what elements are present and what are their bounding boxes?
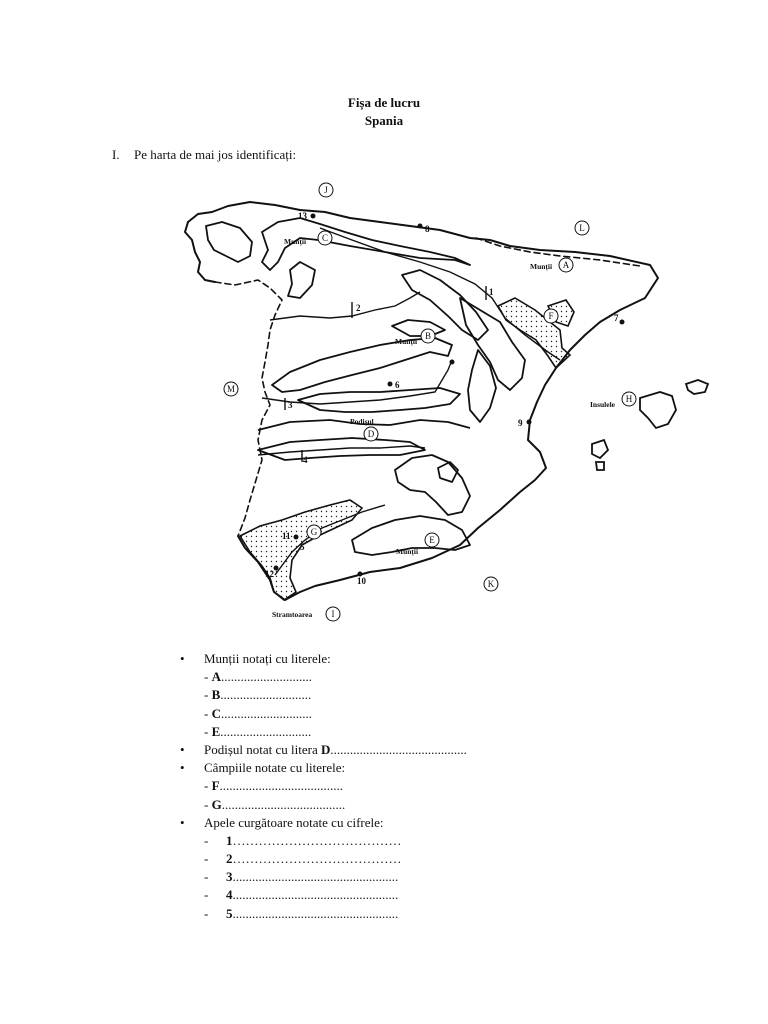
- label-stramtoarea: Stramtoarea: [272, 610, 313, 619]
- city-13-dot: [311, 214, 316, 219]
- label-A: A: [562, 260, 570, 270]
- label-I: I: [331, 609, 335, 619]
- answer-row-C[interactable]: - C............................: [204, 705, 312, 721]
- city-8-dot: [418, 224, 423, 229]
- answer-row-A[interactable]: - A............................: [204, 669, 312, 685]
- island-ibiza: [592, 440, 608, 458]
- worksheet-title: Fișa de lucru: [347, 95, 421, 110]
- num-2: 2: [356, 303, 361, 313]
- section-number: I.: [112, 147, 120, 162]
- question-list: [180, 650, 660, 923]
- label-L: L: [579, 223, 585, 233]
- label-muntii-b: Munții: [395, 337, 418, 346]
- num-7: 7: [614, 313, 619, 323]
- river-guadiana: [258, 446, 425, 455]
- label-F: F: [548, 311, 554, 321]
- label-podisul: Podișul: [350, 417, 374, 426]
- num-1: 1: [489, 287, 494, 297]
- question-rivers: • Apele curgătoare notate cu cifrele:: [180, 814, 384, 830]
- relief-iberian-south: [468, 350, 496, 422]
- section-text: Pe harta de mai jos identificați:: [134, 147, 297, 162]
- answer-row-B[interactable]: - B............................: [204, 687, 312, 703]
- island-menorca: [686, 380, 708, 394]
- question-plains: • Câmpiile notate cu literele:: [180, 760, 346, 776]
- relief-central-b: [392, 320, 445, 336]
- relief-betic-north: [395, 455, 470, 515]
- num-5: 5: [300, 542, 305, 552]
- worksheet-subtitle: Spania: [364, 113, 404, 128]
- answer-row-G[interactable]: - G......................................: [204, 796, 346, 812]
- question-mountains: • Munții notați cu literele:: [180, 651, 331, 666]
- answer-row-2[interactable]: - 2…………………………………: [204, 851, 402, 867]
- relief-central: [272, 338, 452, 392]
- label-B: B: [424, 331, 432, 341]
- num-13: 13: [298, 211, 307, 221]
- river-mouth-dot: [450, 360, 455, 365]
- label-H: H: [625, 394, 633, 404]
- city-12-dot: [274, 566, 279, 571]
- question-plateau[interactable]: • Podișul notat cu litera D..........................................: [180, 741, 467, 757]
- num-6: 6: [395, 380, 400, 390]
- answer-row-3[interactable]: - 3...................................................: [204, 869, 399, 885]
- section-heading: [112, 147, 296, 163]
- spain-map: [175, 175, 755, 630]
- answer-row-1[interactable]: - 1…………………………………: [204, 832, 402, 848]
- num-9: 9: [518, 418, 523, 428]
- num-4: 4: [303, 455, 308, 465]
- island-mallorca: [640, 392, 676, 428]
- label-D: D: [367, 429, 375, 439]
- answer-row-F[interactable]: - F......................................: [204, 778, 344, 794]
- label-J: J: [324, 185, 328, 195]
- island-formentera: [596, 462, 604, 470]
- num-3: 3: [288, 400, 293, 410]
- river-tajo: [262, 360, 452, 404]
- answer-row-E[interactable]: - E............................: [204, 723, 312, 739]
- portugal-border: [215, 280, 282, 536]
- label-muntii-c: Munții: [284, 237, 307, 246]
- label-K: K: [487, 579, 495, 589]
- city-6-dot: [388, 382, 393, 387]
- label-insulele: Insulele: [590, 400, 616, 409]
- num-10: 10: [357, 576, 366, 586]
- city-7-dot: [620, 320, 625, 325]
- west-coast: [185, 222, 215, 282]
- label-muntii-e: Munții: [396, 547, 419, 556]
- label-muntii-a: Munții: [530, 262, 553, 271]
- num-12: 12: [265, 569, 274, 579]
- relief-leon: [288, 262, 315, 298]
- relief-galicia: [206, 222, 252, 262]
- city-9-dot: [527, 420, 532, 425]
- answer-row-4[interactable]: - 4...................................................: [204, 887, 399, 903]
- num-8: 8: [425, 224, 430, 234]
- label-G: G: [310, 527, 318, 537]
- label-C: C: [321, 233, 329, 243]
- label-M: M: [226, 384, 236, 394]
- answer-row-5[interactable]: - 5...................................................: [204, 905, 399, 921]
- label-E: E: [429, 535, 435, 545]
- num-11: 11: [282, 531, 291, 541]
- relief-betic-peak: [438, 462, 458, 482]
- city-11-dot: [294, 535, 299, 540]
